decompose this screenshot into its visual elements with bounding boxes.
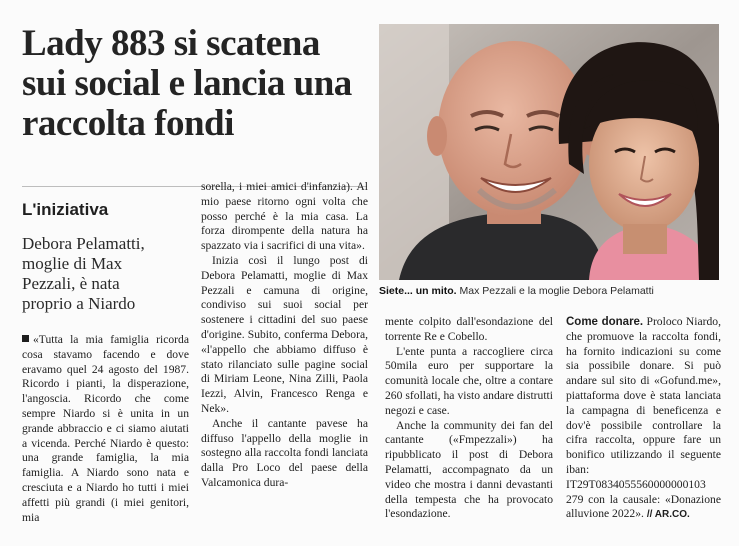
column-1-paragraph <box>22 333 189 525</box>
subheadline: Debora Pelamatti, moglie di Max Pezzali, è nata proprio a Niardo <box>22 234 145 313</box>
article-column-4 <box>566 315 721 523</box>
photo-caption <box>379 285 719 297</box>
column-3-paragraph-3: Anche la community dei fan del cantante («Fmpezzali») ha ripubblicato il post di Debora Pelamatti, accompagnato da un video che mostra i danni devastanti della tempesta che ha provocato l'esondazione. <box>385 418 553 521</box>
article-column-3 <box>385 315 553 522</box>
column-2-paragraph-2: Inizia così il lungo post di Debora Pelamatti, moglie di Max Pezzali e camuna di origine, condiviso sui suoi social per sostenere i cittadini del suo paese d'origine. Subito, conferma Debora, «l'appello che abbiamo diffuso è stato rilanciato sulle pagine social di Miriam Leone, Nina Zilli, Paola Iezzi, Alvin, Francesco Renga e Nek». <box>201 253 368 415</box>
bullet-square-icon <box>22 335 29 342</box>
column-3-paragraph-2: L'ente punta a raccogliere circa 50mila euro per supportare la comunità locale che, oltre a contare 260 sfollati, ha visto andare distrutti negozi e case. <box>385 344 553 417</box>
headline: Lady 883 si scatena sui social e lancia una raccolta fondi <box>22 23 352 144</box>
column-1-text: «Tutta la mia famiglia ricorda cosa stavamo facendo e dove eravamo quel 24 agosto del 1987. Ricordo i pianti, la disperazione, l'angoscia. Ricordo che come sempre Niardo si è unita in un grande abbraccio e ci siamo aiutati a vicenda. Perché Niardo è questo: una grande famiglia, la mia famiglia. A Niardo sono nata e cresciuta e a Niardo ho tutti i miei affetti più grandi (i miei genitori, mia <box>22 333 189 524</box>
donate-lead: Come donare. <box>566 316 644 328</box>
article-column-1 <box>22 333 189 525</box>
couple-selfie-image <box>379 24 719 280</box>
donate-text: Proloco Niardo, che promuove la raccolta fondi, ha fornito indicazioni su come sia possibile donare. Si può andare sul sito di «Gofund.me», piattaforma dove è stata lanciata la campagna di beneficenza e dov'è possibile controllare la cifra raccolta, oppure fare un bonifico utilizzando il seguente iban: IT29T0834055560000000103 279 con la causale: «Donazione alluvione 2022». <box>566 315 722 521</box>
article-photo <box>379 24 719 280</box>
column-3-paragraph-1: mente colpito dall'esondazione del torrente Re e Cobello. <box>385 315 553 343</box>
caption-text: Max Pezzali e la moglie Debora Pelamatti <box>459 285 654 297</box>
column-2-paragraph-3: Anche il cantante pavese ha diffuso l'appello della moglie in sostegno alla raccolta fondi lanciata dalla Pro Loco del paese della Valcamonica dura- <box>201 416 368 489</box>
caption-lead: Siete... un mito. <box>379 285 457 297</box>
column-2-paragraph-1: sorella, i miei amici d'infanzia). Al mio paese ritorno ogni volta che posso perché è la mia casa. La forza dirompente della natura ha spazzato via i sacrifici di una vita». <box>201 180 368 253</box>
author-signature: // AR.CO. <box>646 509 690 521</box>
article-column-2 <box>201 180 368 491</box>
column-4-paragraph <box>566 315 721 523</box>
section-kicker: L'iniziativa <box>22 200 109 219</box>
